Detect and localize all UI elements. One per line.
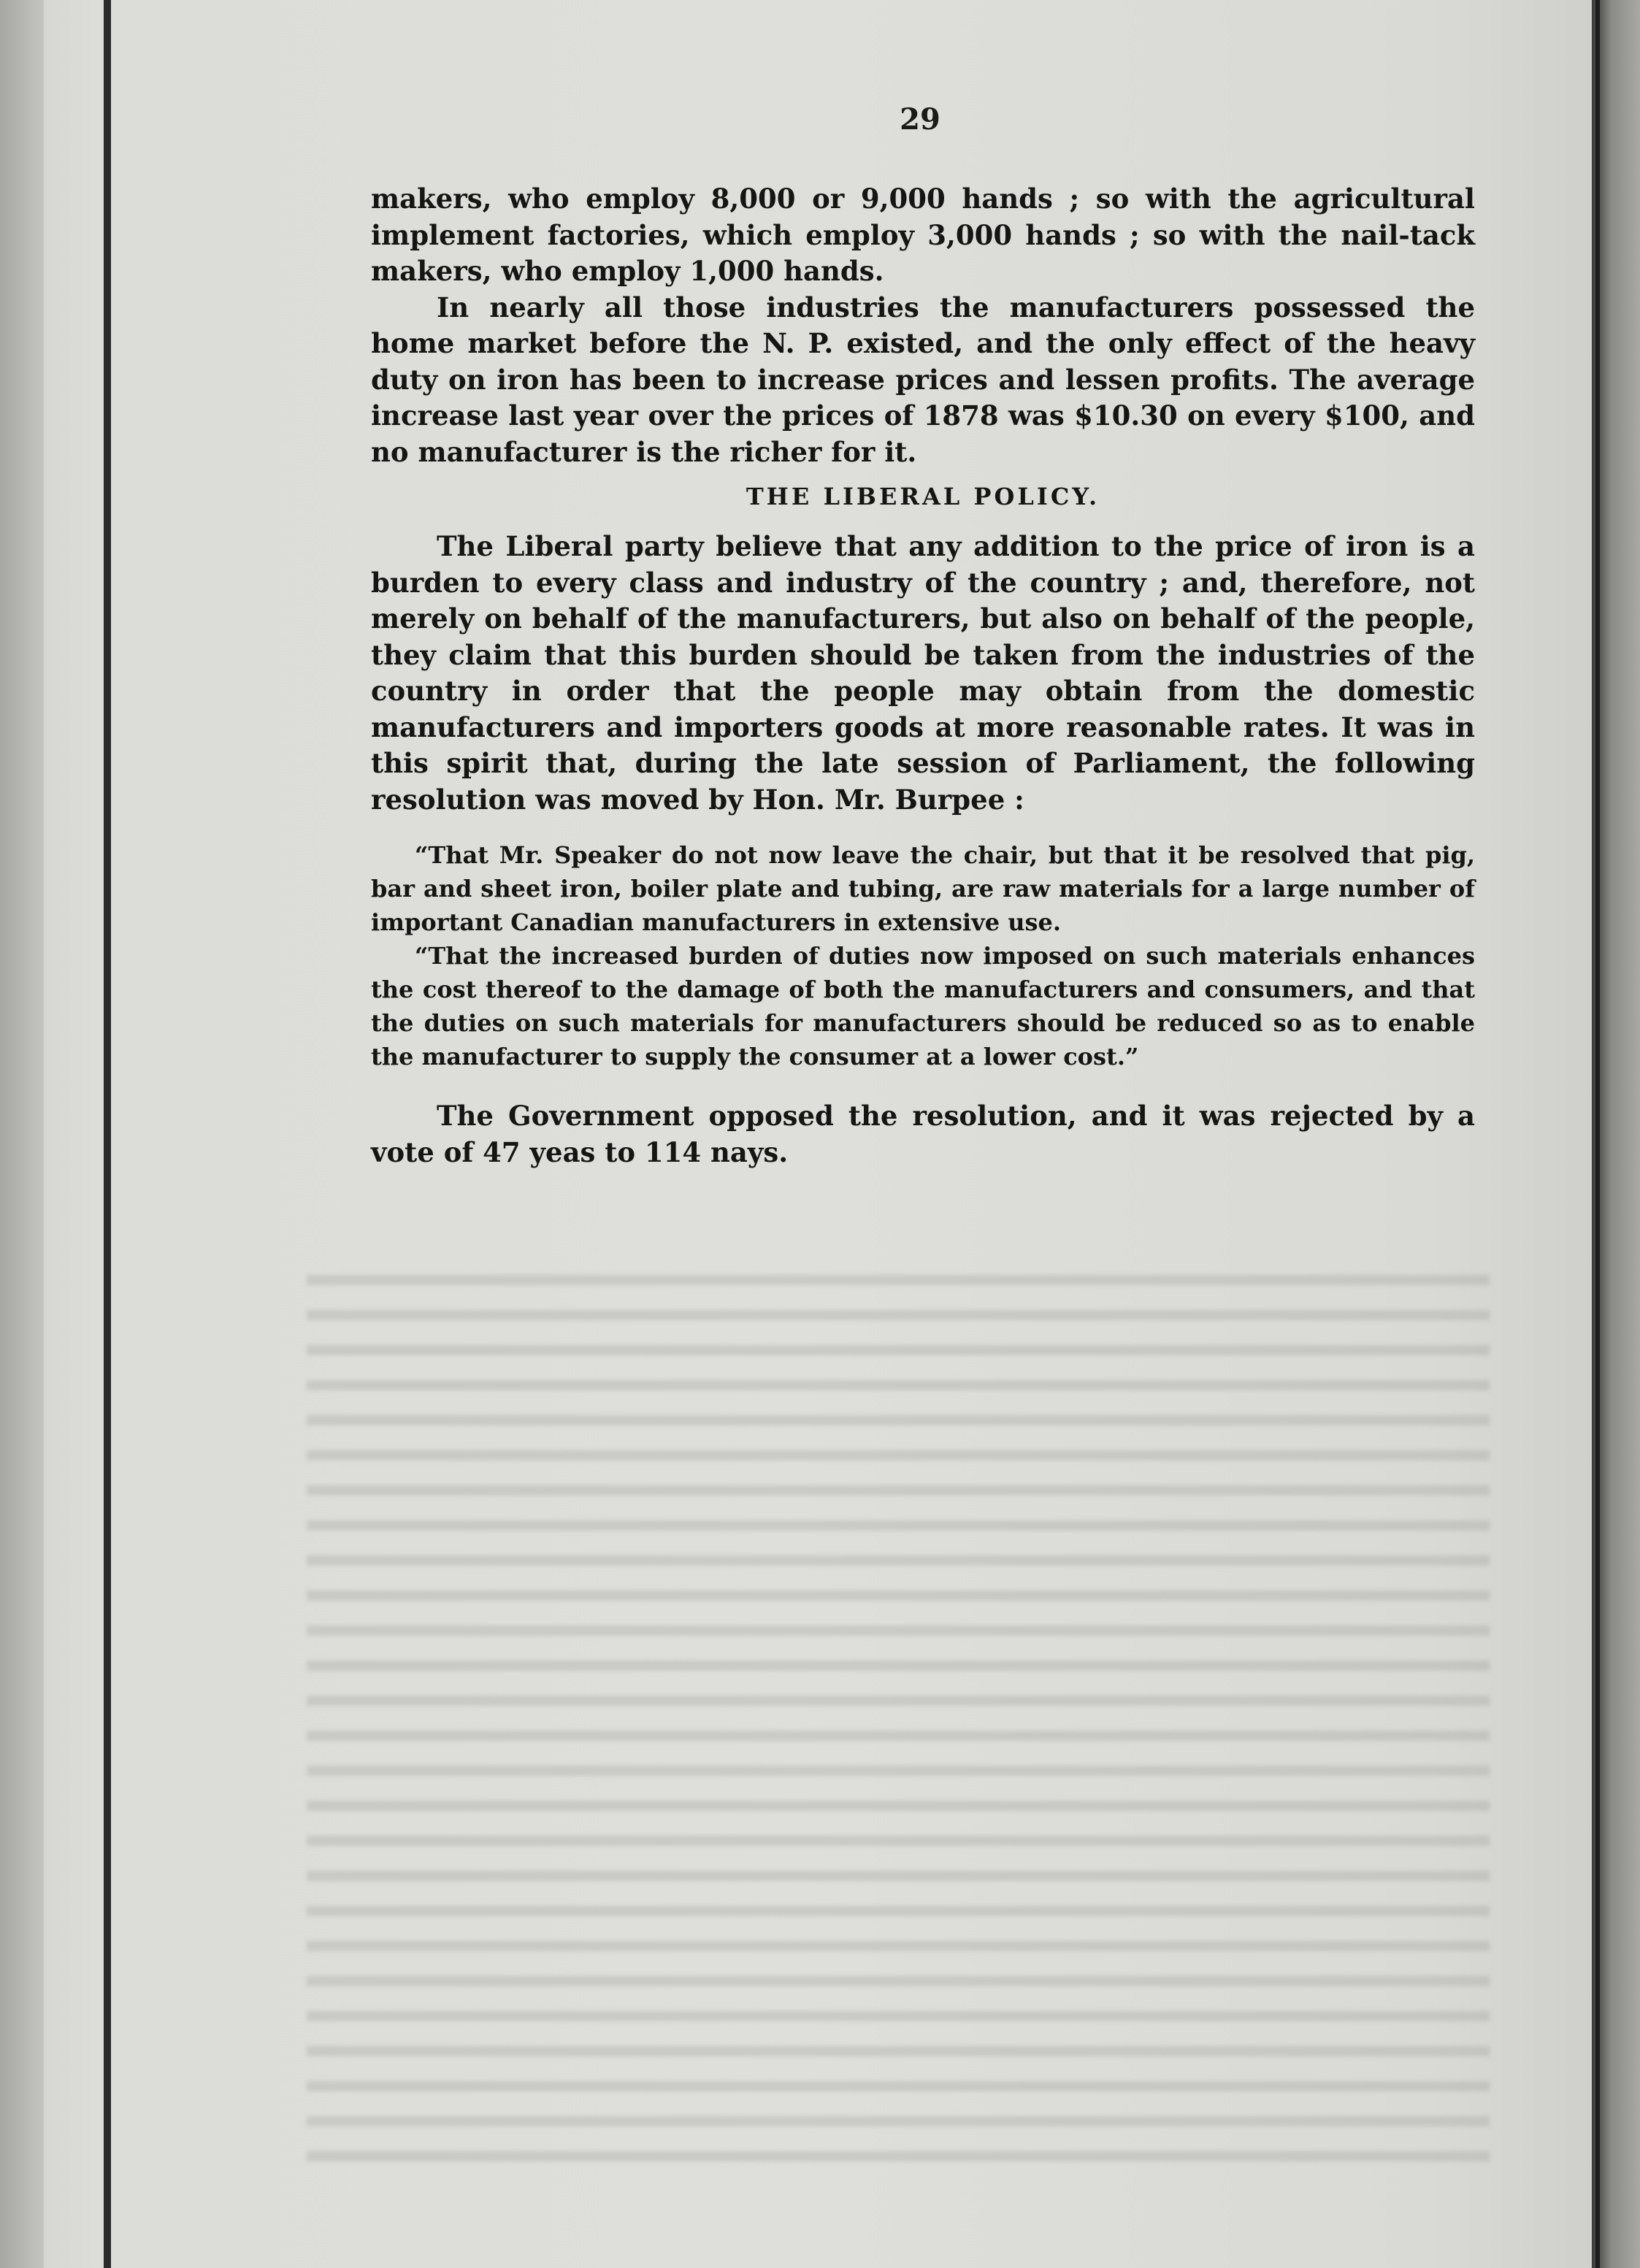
body-paragraph-industries: In nearly all those industries the manufacturers possessed the home market before the N. P. existed, and the only effect of the heavy duty on iron has been to increase prices and lessen profits. The average increase last year over the prices of 1878 was $10.30 on every $100, and no manufacturer is the richer for it. [371,291,1475,468]
section-heading: THE LIBERAL POLICY. [746,483,1100,510]
page-number: 29 [900,102,940,137]
page-body [371,181,1475,1171]
binding-shadow [0,0,44,2268]
resolution-quote-first: “That Mr. Speaker do not now leave the chair, but that it be resolved that pig, bar and sheet iron, boiler plate and tubing, are raw materials for a large number of important Canadian manufacturers in extensive use. [371,841,1475,936]
body-paragraph-liberal-policy: The Liberal party believe that any addition to the price of iron is a burden to every class and industry of the country ; and, therefore, not merely on behalf of the manufacturers, but also on behalf of the people, they claim that this burden should be taken from the industries of the country in order that the people may obtain from the domestic manufacturers and importers goods at more reasonable rates. It was in this spirit that, during the late session of Parliament, the following resolution was moved by Hon. Mr. Burpee : [371,530,1475,816]
body-paragraph-vote-result: The Government opposed the resolution, and it was rejected by a vote of 47 yeas to 114 nays. [371,1100,1475,1168]
show-through-texture [307,1256,1490,2161]
body-paragraph-continued: makers, who employ 8,000 or 9,000 hands ; so with the agricultural implement factories, which employ 3,000 hands ; so with the nail-tack makers, who employ 1,000 hands. [371,183,1475,287]
page-edge-line [1595,0,1600,2268]
resolution-quote-second: “That the increased burden of duties now imposed on such materials enhances the cost thereof to the damage of both the manufacturers and consumers, and that the duties on such materials for manufacturers should be reduced so as to enable the manufacturer to supply the consumer at a lower cost.” [371,942,1475,1070]
binding-margin-rule [104,0,111,2268]
